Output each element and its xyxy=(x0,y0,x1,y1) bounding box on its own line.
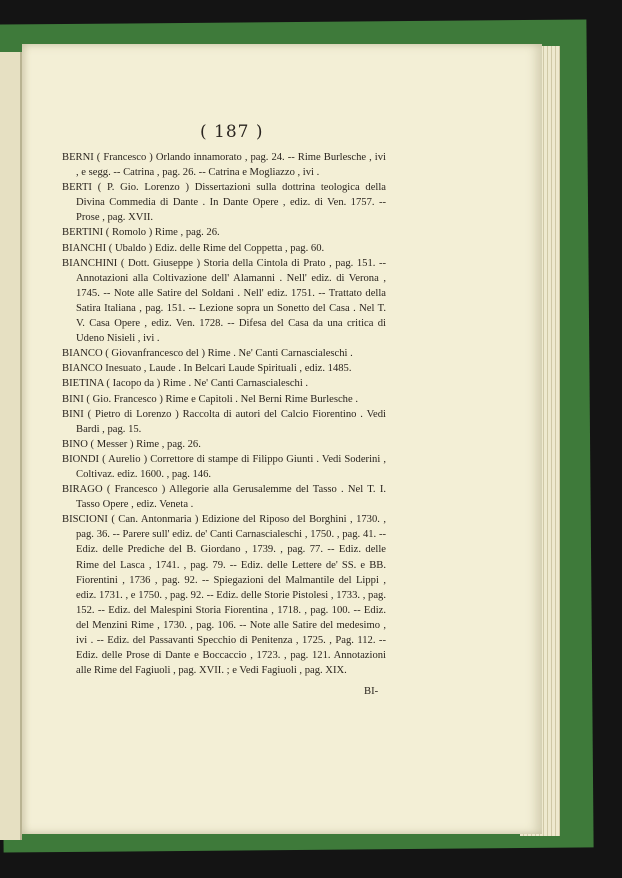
index-entry: BIANCO Inesuato , Laude . In Belcari Laude Spirituali , ediz. 1485. xyxy=(62,363,352,375)
index-entry: BIANCO ( Giovanfrancesco del ) Rime . Ne' Canti Carnascialeschi . xyxy=(62,348,353,360)
index-entry: BINI ( Gio. Francesco ) Rime e Capitoli . Nel Berni Rime Burlesche . xyxy=(62,393,358,405)
index-entry: BINO ( Messer ) Rime , pag. 26. xyxy=(62,438,201,450)
index-entries xyxy=(62,150,386,678)
index-entry: BIANCHI ( Ubaldo ) Ediz. delle Rime del Coppetta , pag. 60. xyxy=(62,242,325,254)
index-entry: BERTINI ( Romolo ) Rime , pag. 26. xyxy=(62,227,220,239)
index-entry: BERNI ( Francesco ) Orlando innamorato , pag. 24. -- Rime Burlesche , ivi , e segg. -- Catrina , pag. 26. -- Catrina e Mogliazzo , ivi . xyxy=(62,152,386,179)
index-entry: BIETINA ( Iacopo da ) Rime . Ne' Canti Carnascialeschi . xyxy=(62,378,309,390)
index-entry: BERTI ( P. Gio. Lorenzo ) Dissertazioni sulla dottrina teologica della Divina Commedia di Dante . In Dante Opere , ediz. di Ven. 1757. -- Prose , pag. XVII. xyxy=(62,182,386,224)
catchword: BI- xyxy=(364,686,379,697)
index-entry: BIRAGO ( Francesco ) Allegorie alla Gerusalemme del Tasso . Nel T. I. Tasso Opere , ediz. Veneta . xyxy=(62,484,386,511)
page-number: ( 187 ) xyxy=(200,122,264,142)
index-entry: BIONDI ( Aurelio ) Correttore di stampe di Filippo Giunti . Vedi Soderini , Coltivaz. ediz. 1600. , pag. 146. xyxy=(62,453,386,480)
index-entry: BISCIONI ( Can. Antonmaria ) Edizione del Riposo del Borghini , 1730. , pag. 36. -- Parere sull' ediz. de' Canti Carnascialeschi , 1750. , pag. 41. -- Ediz. delle Prediche del B. Giordano , 1739. , pag. 77. -- Ediz. delle Rime del Lasca , 1741. , pag. 79. -- Ediz. delle Lettere de' SS. e BB. Fiorentini , 1736 , pag. 92. -- Spiegazioni del Malmantile del Lippi , ediz. 1731. , e 1750. , pag. 92. -- Ediz. delle Storie Pistolesi , 1733. , pag. 152. -- Ediz. del Malespini Storia Fiorentina , 1718. , pag. 100. -- Ediz. del Menzini Rime , 1730. , pag. 106. -- Note alle Satire del medesimo , ivi . -- Ediz. del Passavanti Specchio di Penitenza , 1725. , Pag. 112. -- Ediz. delle Prose di Dante e Boccaccio , 1723. , pag. 121. Annotazioni alle Rime del Fagiuoli , pag. XVII. ; e Vedi Fagiuoli , pag. XIX. xyxy=(62,514,386,677)
index-entry: BIANCHINI ( Dott. Giuseppe ) Storia della Cintola di Prato , pag. 151. -- Annotazioni alla Coltivazione dell' Alamanni . Nell' ediz. di Verona , 1745. -- Note alle Satire del Soldani . Nell' ediz. 1751. -- Trattato della Satira Italiana , pag. 151. -- Lezione sopra un Sonetto del Casa . Nel T. V. Casa Opere , ediz. Ven. 1728. -- Difesa del Casa da una critica di Udeno Nisieli , ivi . xyxy=(62,257,386,345)
index-entry: BINI ( Pietro di Lorenzo ) Raccolta di autori del Calcio Fiorentino . Vedi Bardi , pag. 15. xyxy=(62,408,386,435)
left-page-edge xyxy=(0,52,22,840)
